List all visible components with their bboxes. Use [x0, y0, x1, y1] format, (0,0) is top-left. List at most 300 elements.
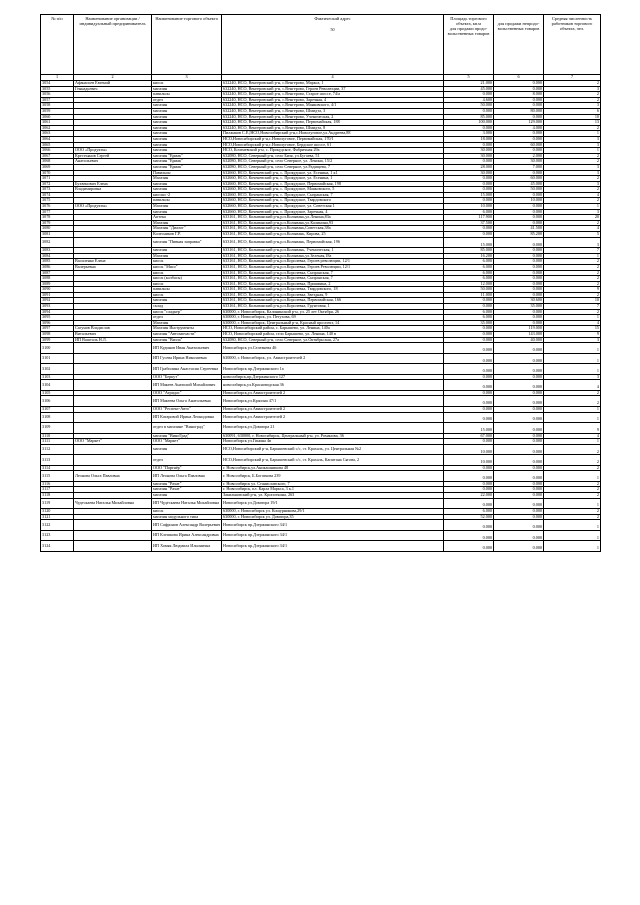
address-cell: 632080, НСО, Северный р-н, село Северное, ул. Ленина, 15/2 — [222, 159, 444, 165]
employees-cell: 4 — [544, 192, 601, 198]
row-number: 3094 — [41, 309, 74, 315]
address-cell: 632660, НСО, Коченевский р-н, с. Прокудское, Твардовского — [222, 198, 444, 204]
food-area-cell: 0.000 — [444, 108, 494, 114]
employees-cell: 2 — [544, 465, 601, 471]
address-cell: г. Новосибирск, пл. Карла Маркса, 3 к.1 — [222, 487, 444, 493]
food-area-cell: 0.000 — [444, 498, 494, 509]
row-number: 3067 — [41, 153, 74, 159]
address-cell: 633161, НСО, Колыванский р-н,р.п.Колывань,Советская,38а — [222, 226, 444, 232]
food-area-cell: 30.000 — [444, 170, 494, 176]
food-area-cell: 50.000 — [444, 103, 494, 109]
row-number: 3098 — [41, 332, 74, 338]
employees-cell: 5 — [544, 232, 601, 238]
employees-cell: 1 — [544, 541, 601, 552]
object-name-cell: ООО "Партнёр" — [152, 465, 222, 471]
table-row — [41, 444, 601, 455]
nonfood-area-cell: 0.000 — [494, 131, 544, 137]
row-number: 3092 — [41, 298, 74, 304]
column-number: 3 — [152, 75, 222, 81]
food-area-cell: 6.000 — [444, 509, 494, 515]
row-number: 3104 — [41, 380, 74, 391]
header-address-sub: 50 — [330, 27, 335, 32]
row-number: 3057 — [41, 97, 74, 103]
address-cell: 632240, НСО, Венгеровский р-н, с.Венгерово, Шмидта, 8 — [222, 125, 444, 131]
organization-cell: ООО «Продукты» — [74, 148, 152, 154]
employees-cell: 1 — [544, 253, 601, 259]
row-number: 3078 — [41, 215, 74, 221]
object-name-cell: Колесников Г.Р. — [152, 232, 222, 238]
nonfood-area-cell: 0.000 — [494, 276, 544, 282]
organization-cell — [74, 364, 152, 375]
address-cell: 630000, г. Новосибирск, Калининский р-н, ул. 25 лет Октября, 26 — [222, 309, 444, 315]
object-name-cell: магазин — [152, 492, 222, 498]
address-cell: НСО, Новосибирский район, с. Барышево, ул. Ленина, 140а — [222, 326, 444, 332]
food-area-cell: 0.000 — [444, 332, 494, 338]
employees-cell: 3 — [544, 209, 601, 215]
employees-cell: 10 — [544, 114, 601, 120]
row-number: 3116 — [41, 481, 74, 487]
food-area-cell: 22.000 — [444, 492, 494, 498]
nonfood-area-cell: 0.000 — [494, 343, 544, 354]
organization-cell: Афанасьев Евгений — [74, 81, 152, 87]
address-cell: 632080, НСО, Северный р-н, село Северное, ул.Радищева, 7 — [222, 164, 444, 170]
address-cell: 632660, НСО, Коченевский р-н, с. Прокудское, ул. Есенина, 1 — [222, 176, 444, 182]
food-area-cell: 67.000 — [444, 433, 494, 439]
address-cell: 630000, г. Новосибирск ул. Доватора,35 — [222, 514, 444, 520]
address-cell: Новосибирск,ул.Авиастроителей 2 — [222, 390, 444, 396]
row-number: 3059 — [41, 108, 74, 114]
address-cell: 633161, НСО, Колыванский р-н,р.п.Колывань, Ученическая, 1 — [222, 248, 444, 254]
row-number: 3080 — [41, 226, 74, 232]
row-number: 3056 — [41, 92, 74, 98]
object-name-cell: павильон — [152, 198, 222, 204]
food-area-cell: 0.000 — [444, 142, 494, 148]
food-area-cell: 30.000 — [444, 153, 494, 159]
food-area-cell: 0.000 — [444, 364, 494, 375]
food-area-cell: 0.000 — [444, 541, 494, 552]
employees-cell: 2 — [544, 396, 601, 407]
object-name-cell: ИП Чудескаева Наталья Михайловна — [152, 498, 222, 509]
employees-cell: 2 — [544, 81, 601, 87]
food-area-cell: 0.000 — [444, 439, 494, 445]
row-number: 3070 — [41, 170, 74, 176]
food-area-cell: 12.000 — [444, 281, 494, 287]
nonfood-area-cell: 0.000 — [494, 471, 544, 482]
object-name-cell: ИП Макеева Ольга Анатольевна — [152, 396, 222, 407]
object-name-cell: магазин "ВиноГрад" — [152, 433, 222, 439]
nonfood-area-cell: 7.000 — [494, 164, 544, 170]
object-name-cell: магазин — [152, 248, 222, 254]
employees-cell: 7 — [544, 248, 601, 254]
row-number: 3113 — [41, 455, 74, 466]
food-area-cell: 6.000 — [444, 309, 494, 315]
row-number: 3089 — [41, 281, 74, 287]
column-number: 4 — [222, 75, 444, 81]
object-name-cell: ООО "Респект-Авто" — [152, 406, 222, 412]
object-name-cell: Магазин — [152, 176, 222, 182]
row-number: 3123 — [41, 530, 74, 541]
address-cell: г. Новосибирск, Б.Богаткова 239 — [222, 471, 444, 482]
food-area-cell: 6.000 — [444, 259, 494, 265]
address-cell: 633161, НСО, Колыванский р-н,р.п.Королевка, Сызранская, 7 — [222, 276, 444, 282]
address-cell: 633161, НСО, Колыванский р-н,р.п.Королевка, Звездная, 9 — [222, 292, 444, 298]
employees-cell: 1 — [544, 204, 601, 210]
address-cell: Новосибирск ул.Доватора 19/1 — [222, 498, 444, 509]
row-number: 3097 — [41, 326, 74, 332]
row-number: 3058 — [41, 103, 74, 109]
food-area-cell: 85.000 — [444, 114, 494, 120]
address-cell: 632240, НСО, Венгеровский р-н, с.Венгерово, Заречная, 4 — [222, 97, 444, 103]
food-area-cell: 0.000 — [444, 176, 494, 182]
food-area-cell: 0.000 — [444, 125, 494, 131]
row-number: 3115 — [41, 471, 74, 482]
nonfood-area-cell: 45.000 — [494, 181, 544, 187]
object-name-cell: отдел — [152, 315, 222, 321]
row-number: 3103 — [41, 374, 74, 380]
organization-cell: Чудескаева Наталья Михайловна — [74, 498, 152, 509]
address-cell: Новосибирск ул.Гинина 4в — [222, 439, 444, 445]
organization-cell: Геннадьевич — [74, 86, 152, 92]
row-number: 3091 — [41, 292, 74, 298]
row-number: 3063 — [41, 131, 74, 137]
food-area-cell: 0.000 — [444, 406, 494, 412]
employees-cell: 1 — [544, 343, 601, 354]
organization-cell: ИП Вашталь Н.Л. — [74, 337, 152, 343]
food-area-cell: 0.000 — [444, 380, 494, 391]
address-cell: 632660, НСО, Коченевский р-н, с. Прокудское, Заречная, 4 — [222, 209, 444, 215]
nonfood-area-cell: 40.000 — [494, 337, 544, 343]
header-area-food — [444, 15, 494, 75]
row-number: 3074 — [41, 192, 74, 198]
address-cell: 632240, НСО, Венгеровский р-н, с.Венгерово, Ученическая, 2 — [222, 114, 444, 120]
nonfood-area-cell: 0.000 — [494, 170, 544, 176]
employees-cell: 2 — [544, 264, 601, 270]
food-area-cell: 0.000 — [444, 198, 494, 204]
address-cell: 633161, НСО, Колыванский р-н,р.п.Колывань, Первомайская, 196 — [222, 237, 444, 248]
food-area-cell: 30.000 — [444, 148, 494, 154]
address-cell: 632240, НСО, Венгеровский р-н, с.Венгерово, Шмидта, 3 — [222, 108, 444, 114]
table-row — [41, 364, 601, 375]
employees-cell: 1 — [544, 315, 601, 321]
object-name-cell: ИП Грабилина Анастасия Сергеевна — [152, 364, 222, 375]
organization-cell: ООО "Маркет" — [74, 439, 152, 445]
row-number: 3062 — [41, 125, 74, 131]
row-number: 3110 — [41, 433, 74, 439]
nonfood-area-cell: 0.000 — [494, 114, 544, 120]
nonfood-area-cell: 0.000 — [494, 103, 544, 109]
address-cell: 632660, НСО, Коченевский р-н, с. Прокудское, Первомайская, 198 — [222, 181, 444, 187]
object-name-cell: Аптека — [152, 215, 222, 221]
nonfood-area-cell: 0.000 — [494, 215, 544, 221]
address-cell: г. Новосибирск ул. Станиславского, 7 — [222, 481, 444, 487]
address-cell: 633161, НСО, Колыванский р-н,р.п.Колывань,ул.Ленина,83а — [222, 215, 444, 221]
nonfood-area-cell: 0.000 — [494, 136, 544, 142]
object-name-cell: павильон — [152, 287, 222, 293]
row-number: 3107 — [41, 406, 74, 412]
address-cell: 630091, 630000, г. Новосибирск, Центральный р-н, ул. Романова, 36 — [222, 433, 444, 439]
food-area-cell: 0.000 — [444, 374, 494, 380]
object-name-cell: ИП Леонова Ольга Павловна — [152, 471, 222, 482]
organization-cell: Бухвенович Елена — [74, 181, 152, 187]
nonfood-area-cell: 0.000 — [494, 541, 544, 552]
table-row — [41, 530, 601, 541]
address-cell: НСО,Новосибирский р-н,с.Новолуговое, Бердское шоссе, 61 — [222, 142, 444, 148]
nonfood-area-cell: 0.000 — [494, 455, 544, 466]
address-cell: 633161, НСО, Колыванский р-н,р.п.Королевка, Первомайская, 166 — [222, 298, 444, 304]
row-number: 3093 — [41, 304, 74, 310]
address-cell: 633161, НСО, Колыванский р-н,р.п.Королевка, Грунтовая, 1 — [222, 304, 444, 310]
food-area-cell: 0.000 — [444, 353, 494, 364]
organization-cell: Крестьянов Сергей — [74, 153, 152, 159]
row-number: 3086 — [41, 264, 74, 270]
organization-cell — [74, 396, 152, 407]
employees-cell: 2 — [544, 492, 601, 498]
column-number: 5 — [444, 75, 494, 81]
address-cell: Закильковский р-н, ул. Кропоткина, 263 — [222, 492, 444, 498]
food-area-cell: 0.000 — [444, 481, 494, 487]
address-cell: НСО, Новосибирский район, село Барышево, ул. Ленина, 140 в — [222, 332, 444, 338]
nonfood-area-cell: 0.000 — [494, 237, 544, 248]
organization-cell — [74, 530, 152, 541]
address-cell: г. Новосибирск,ул.Аникашникова 48 — [222, 465, 444, 471]
employees-cell: 4 — [544, 380, 601, 391]
employees-cell: 4 — [544, 433, 601, 439]
food-area-cell: 0.000 — [444, 326, 494, 332]
table-row — [41, 412, 601, 423]
object-name-cell: магазин "Автозапчасти" — [152, 332, 222, 338]
nonfood-area-cell: 10.000 — [494, 198, 544, 204]
row-number: 3083 — [41, 248, 74, 254]
object-name-cell: склад — [152, 304, 222, 310]
food-area-cell: 0.000 — [444, 232, 494, 238]
food-area-cell: 35.000 — [444, 320, 494, 326]
row-number: 3054 — [41, 81, 74, 87]
nonfood-area-cell: 119.000 — [494, 326, 544, 332]
object-name-cell: магазин — [152, 120, 222, 126]
employees-cell: 3 — [544, 237, 601, 248]
row-number: 3099 — [41, 337, 74, 343]
row-number: 3060 — [41, 114, 74, 120]
address-cell: НСО,Новосибирский р-н, Барышевский с/с, ст. Крахаль, Капитана Сягова, 2 — [222, 455, 444, 466]
header-area-nonfood — [494, 15, 544, 75]
nonfood-area-cell: 0.000 — [494, 270, 544, 276]
address-cell: 632660, НСО, Коченевский р-н, с. Прокудское, Маяковского, 5 — [222, 187, 444, 193]
object-name-cell: Магазин — [152, 320, 222, 326]
employees-cell: 2 — [544, 92, 601, 98]
object-name-cell: магазин "Ермак" — [152, 164, 222, 170]
row-number: 3096 — [41, 320, 74, 326]
address-cell: НСО,Новосибирский р-н, Барышевский с/с, ст. Крахаль, ул. Центральная №2 — [222, 444, 444, 455]
address-cell: новосибирск,ул.Красноводская 36 — [222, 380, 444, 391]
nonfood-area-cell: 35.000 — [494, 304, 544, 310]
food-area-cell: 6.000 — [444, 276, 494, 282]
object-name-cell: киоск — [152, 270, 222, 276]
object-name-cell: магазин — [152, 181, 222, 187]
header-area-food-label: для продажи продо-вольственных товаров — [447, 26, 490, 36]
object-name-cell: магазин — [152, 187, 222, 193]
object-name-cell: киоск — [152, 259, 222, 265]
table-row — [41, 471, 601, 482]
employees-cell: 2 — [544, 509, 601, 515]
nonfood-area-cell: 143.000 — [494, 332, 544, 338]
object-name-cell: отдел в магазине "Виноград" — [152, 423, 222, 434]
employees-cell: 2 — [544, 390, 601, 396]
object-name-cell: отдел — [152, 455, 222, 466]
nonfood-area-cell: 0.000 — [494, 320, 544, 326]
nonfood-area-cell: 85.200 — [494, 232, 544, 238]
food-area-cell: 0.000 — [444, 390, 494, 396]
row-number: 3079 — [41, 220, 74, 226]
address-cell: НСО, Коченевский р-н, с. Прокудское, Фабричная 29а — [222, 148, 444, 154]
object-name-cell: киоск — [152, 292, 222, 298]
nonfood-area-cell: 0.000 — [494, 514, 544, 520]
address-cell: Новосибирск,ул.Авиастроителей 2 — [222, 406, 444, 412]
object-name-cell: ИП Клешкова Ирина Александровна — [152, 530, 222, 541]
header-organization: Наименование организации / индивидуальный предприниматель — [74, 15, 152, 75]
object-name-cell: магазин — [152, 298, 222, 304]
organization-cell — [74, 353, 152, 364]
organization-cell — [74, 237, 152, 248]
object-name-cell: ИП Макеев Анатолий Михайлович — [152, 380, 222, 391]
object-name-cell: магазин модульного типа — [152, 514, 222, 520]
organization-cell: ООО «Продукты» — [74, 204, 152, 210]
nonfood-area-cell: 41.500 — [494, 226, 544, 232]
object-name-cell: магазин "Рахат" — [152, 481, 222, 487]
row-number: 3076 — [41, 204, 74, 210]
food-area-cell: 37.500 — [444, 220, 494, 226]
address-cell: 630000, г. Новосибирск, Центральный р-н, Красный проспект, 14 — [222, 320, 444, 326]
employees-cell: 3 — [544, 103, 601, 109]
address-cell: 632080, НСО, Северный р-н, село Бизя, ул.Бугаева, 51 — [222, 153, 444, 159]
object-name-cell: магазин — [152, 114, 222, 120]
food-area-cell: 117.900 — [444, 215, 494, 221]
food-area-cell: 0.000 — [444, 187, 494, 193]
table-row — [41, 455, 601, 466]
nonfood-area-cell: 0.000 — [494, 492, 544, 498]
column-number: 6 — [494, 75, 544, 81]
food-area-cell: 0.000 — [444, 92, 494, 98]
nonfood-area-cell: 0.000 — [494, 86, 544, 92]
food-area-cell: 0.000 — [444, 304, 494, 310]
organization-cell: Витальевич — [74, 332, 152, 338]
object-name-cell: магазин "Пивная заправка" — [152, 237, 222, 248]
employees-cell: 2 — [544, 487, 601, 493]
food-area-cell: 28.000 — [444, 164, 494, 170]
row-number: 3064 — [41, 136, 74, 142]
employees-cell: 20 — [544, 215, 601, 221]
food-area-cell: 11.000 — [444, 292, 494, 298]
nonfood-area-cell: 0.000 — [494, 81, 544, 87]
object-name-cell: ООО "Атридас" — [152, 390, 222, 396]
address-cell: 630000, г. Новосибирск, ул. Петухова, 69 — [222, 315, 444, 321]
address-cell: 633161, НСО, Колыванский р-н,р.п.Колывань,ул.Зеленая,18а — [222, 253, 444, 259]
nonfood-area-cell: 0.000 — [494, 530, 544, 541]
object-name-cell: отдел — [152, 97, 222, 103]
employees-cell: 3 — [544, 337, 601, 343]
object-name-cell: Магазин — [152, 220, 222, 226]
row-number: 3065 — [41, 142, 74, 148]
object-name-cell: магазин — [152, 108, 222, 114]
nonfood-area-cell: 0.000 — [494, 148, 544, 154]
food-area-cell: 4.600 — [444, 97, 494, 103]
column-number: 7 — [544, 75, 601, 81]
employees-cell: 2 — [544, 220, 601, 226]
object-name-cell: Павильон — [152, 170, 222, 176]
column-number: 1 — [41, 75, 74, 81]
nonfood-area-cell: 0.000 — [494, 444, 544, 455]
object-name-cell: магазин — [152, 148, 222, 154]
employees-cell: 2 — [544, 97, 601, 103]
food-area-cell: 0.000 — [444, 298, 494, 304]
nonfood-area-cell: 0.000 — [494, 97, 544, 103]
nonfood-area-cell: 0.000 — [494, 498, 544, 509]
header-area-nonfood-label: для продажи непродо-вольственных товаров — [497, 21, 540, 31]
nonfood-area-cell: 0.000 — [494, 364, 544, 375]
organization-cell — [74, 380, 152, 391]
employees-cell: 2 — [544, 187, 601, 193]
header-number: № п/п — [41, 15, 74, 75]
food-area-cell: 0.000 — [444, 487, 494, 493]
address-cell: 632080, НСО, Северный р-н, село Северное, ул.Октябрьская, 27а — [222, 337, 444, 343]
header-object-name: Наименование торгового объекта — [152, 15, 222, 75]
row-number: 3068 — [41, 159, 74, 165]
employees-cell: 1 — [544, 520, 601, 531]
food-area-cell: 15.000 — [444, 423, 494, 434]
organization-cell — [74, 343, 152, 354]
employees-cell: 2 — [544, 159, 601, 165]
food-area-cell: 10.000 — [444, 444, 494, 455]
row-number: 3087 — [41, 270, 74, 276]
food-area-cell: 85.000 — [444, 248, 494, 254]
food-area-cell: 0.000 — [444, 396, 494, 407]
nonfood-area-cell: 129.000 — [494, 120, 544, 126]
employees-cell: 2 — [544, 176, 601, 182]
employees-cell: 2 — [544, 444, 601, 455]
nonfood-area-cell: 0.000 — [494, 253, 544, 259]
organization-cell — [74, 412, 152, 423]
row-number: 3108 — [41, 412, 74, 423]
object-name-cell: магазин "Рахат" — [152, 487, 222, 493]
address-cell: 632240, НСО, Венгеровский р-н, с.Венгерово, Героев Революции, 37 — [222, 86, 444, 92]
row-number: 3069 — [41, 164, 74, 170]
food-area-cell: 0.000 — [444, 465, 494, 471]
food-area-cell: 0.000 — [444, 412, 494, 423]
header-address-label: Фактический адрес — [314, 16, 351, 21]
employees-cell: 1 — [544, 131, 601, 137]
employees-cell: 2 — [544, 292, 601, 298]
nonfood-area-cell: 0.000 — [494, 423, 544, 434]
employees-cell: 1 — [544, 406, 601, 412]
organization-cell — [74, 541, 152, 552]
employees-cell: 3 — [544, 86, 601, 92]
employees-cell: 4 — [544, 320, 601, 326]
row-number: 3114 — [41, 465, 74, 471]
table-row — [41, 396, 601, 407]
organization-cell: Василенко Елена — [74, 259, 152, 265]
nonfood-area-cell: 0.000 — [494, 292, 544, 298]
row-number: 3072 — [41, 181, 74, 187]
row-number: 3117 — [41, 487, 74, 493]
nonfood-area-cell: 60.000 — [494, 176, 544, 182]
food-area-cell: 6.000 — [444, 270, 494, 276]
organization-cell: Владимировна — [74, 187, 152, 193]
food-area-cell: 0.000 — [444, 337, 494, 343]
header-address — [222, 15, 444, 75]
nonfood-area-cell: 0.000 — [494, 353, 544, 364]
object-name-cell: магазин — [152, 136, 222, 142]
object-name-cell: киоск — [152, 81, 222, 87]
nonfood-area-cell: 0.000 — [494, 315, 544, 321]
